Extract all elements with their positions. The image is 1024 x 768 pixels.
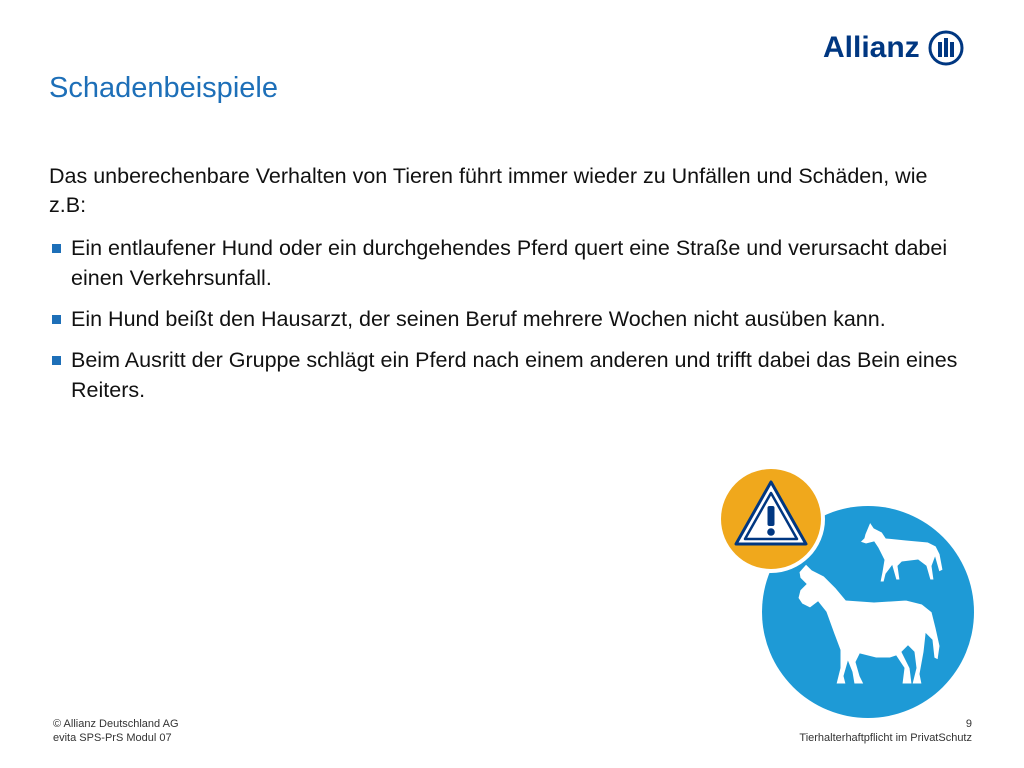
- bullet-text: Ein entlaufener Hund oder ein durchgehendes Pferd quert eine Straße und verursacht dabei einen Verkehrsunfall.: [71, 236, 948, 290]
- bullet-text: Beim Ausritt der Gruppe schlägt ein Pferd nach einem anderen und trifft dabei das Bein eines Reiters.: [71, 348, 958, 402]
- bullet-list: [49, 233, 969, 416]
- list-item: [49, 233, 969, 293]
- footer-left: [53, 717, 179, 745]
- footer-module: evita SPS-PrS Modul 07: [53, 732, 172, 744]
- allianz-eagle-icon: [928, 30, 964, 66]
- footer-copyright: © Allianz Deutschland AG: [53, 718, 179, 730]
- logo-text: Allianz: [823, 31, 920, 64]
- bullet-text: Ein Hund beißt den Hausarzt, der seinen Beruf mehrere Wochen nicht ausüben kann.: [71, 307, 886, 331]
- list-item: [49, 345, 969, 405]
- bullet-square-icon: [52, 315, 61, 324]
- footer-topic: Tierhalterhaftpflicht im PrivatSchutz: [799, 732, 972, 744]
- bullet-square-icon: [52, 244, 61, 253]
- warning-icon: [717, 465, 825, 573]
- footer-right: [799, 717, 972, 745]
- list-item: [49, 304, 969, 334]
- page-number: 9: [965, 718, 972, 730]
- animal-warning-illustration: [714, 462, 976, 724]
- intro-text: Das unberechenbare Verhalten von Tieren führt immer wieder zu Unfällen und Schäden, wie z.B:: [49, 164, 928, 217]
- page-title: Schadenbeispiele: [49, 72, 278, 104]
- bullet-square-icon: [52, 356, 61, 365]
- allianz-logo: [823, 28, 973, 68]
